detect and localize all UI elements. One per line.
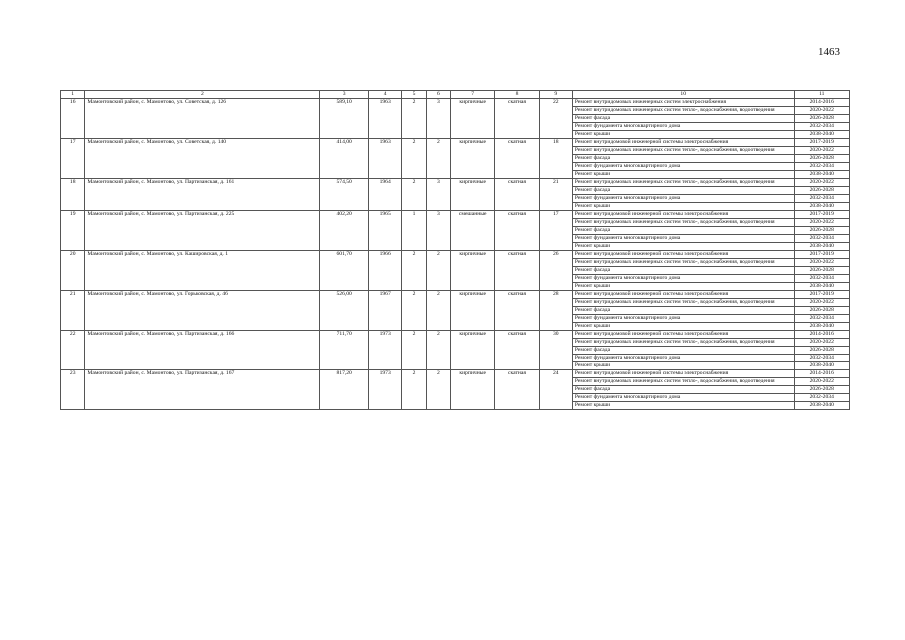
- repair-work-type: Ремонт фасада: [572, 226, 794, 234]
- wall-material: кирпичные: [451, 138, 495, 178]
- building-number: 21: [61, 290, 85, 330]
- apartment-count: 21: [539, 178, 572, 210]
- repair-work-type: Ремонт фасада: [572, 346, 794, 354]
- repair-period: 2032-2034: [794, 234, 849, 242]
- repair-period: 2014-2016: [794, 370, 849, 378]
- repair-period: 2017-2019: [794, 138, 849, 146]
- repair-work-type: Ремонт фундамента многоквартирного дома: [572, 162, 794, 170]
- roof-type: скатная: [495, 330, 539, 370]
- repair-work-type: Ремонт фундамента многоквартирного дома: [572, 194, 794, 202]
- wall-material: кирпичные: [451, 99, 495, 139]
- repair-work-type: Ремонт крыши: [572, 170, 794, 178]
- wall-material: кирпичные: [451, 370, 495, 410]
- repair-period: 2032-2034: [794, 314, 849, 322]
- building-area: 711,70: [320, 330, 369, 370]
- building-number: 16: [61, 99, 85, 139]
- apartment-count: 24: [539, 370, 572, 410]
- page-number: 1463: [818, 46, 840, 58]
- repair-work-type: Ремонт фундамента многоквартирного дома: [572, 122, 794, 130]
- roof-type: скатная: [495, 290, 539, 330]
- repair-work-type: Ремонт внутридомовых инженерных систем тепло-, водоснабжения, водоотведения: [572, 258, 794, 266]
- repair-work-type: Ремонт фундамента многоквартирного дома: [572, 394, 794, 402]
- column-header: 9: [539, 91, 572, 99]
- repair-work-type: Ремонт внутридомовых инженерных систем электроснабжения: [572, 99, 794, 107]
- table-row: [61, 250, 850, 258]
- column-header: 2: [85, 91, 320, 99]
- building-floors: 2: [402, 178, 426, 210]
- building-address: Мамонтовский район, с. Мамонтово, ул. Партизанская, д. 167: [85, 370, 320, 410]
- repair-work-type: Ремонт крыши: [572, 202, 794, 210]
- roof-type: скатная: [495, 178, 539, 210]
- building-entrances: 2: [426, 250, 450, 290]
- repair-work-type: Ремонт внутридомовой инженерной системы электроснабжения: [572, 290, 794, 298]
- building-address: Мамонтовский район, с. Мамонтово, ул. Партизанская, д. 166: [85, 330, 320, 370]
- column-header: 7: [451, 91, 495, 99]
- building-address: Мамонтовский район, с. Мамонтово, ул. Кашировская, д. 1: [85, 250, 320, 290]
- wall-material: кирпичные: [451, 178, 495, 210]
- table-row: [61, 370, 850, 378]
- repair-work-type: Ремонт внутридомовой инженерной системы электроснабжения: [572, 370, 794, 378]
- repair-period: 2020-2022: [794, 258, 849, 266]
- building-floors: 2: [402, 290, 426, 330]
- building-area: 414,00: [320, 138, 369, 178]
- building-area: 589,10: [320, 99, 369, 139]
- table-row: [61, 290, 850, 298]
- apartment-count: 17: [539, 210, 572, 250]
- building-area: 526,00: [320, 290, 369, 330]
- repair-period: 2038-2040: [794, 130, 849, 138]
- repair-work-type: Ремонт крыши: [572, 282, 794, 290]
- repair-work-type: Ремонт крыши: [572, 130, 794, 138]
- repair-period: 2020-2022: [794, 298, 849, 306]
- repair-period: 2032-2034: [794, 122, 849, 130]
- column-header: 5: [402, 91, 426, 99]
- column-header: 6: [426, 91, 450, 99]
- repair-work-type: Ремонт фасада: [572, 186, 794, 194]
- repair-period: 2032-2034: [794, 354, 849, 362]
- repair-period: 2014-2016: [794, 330, 849, 338]
- building-address: Мамонтовский район, с. Мамонтово, ул. Партизанская, д. 225: [85, 210, 320, 250]
- repair-period: 2017-2019: [794, 250, 849, 258]
- wall-material: кирпичные: [451, 250, 495, 290]
- repair-period: 2038-2040: [794, 362, 849, 370]
- repair-period: 2020-2022: [794, 178, 849, 186]
- repair-work-type: Ремонт внутридомовых инженерных систем тепло-, водоснабжения, водоотведения: [572, 298, 794, 306]
- building-number: 20: [61, 250, 85, 290]
- table-row: [61, 178, 850, 186]
- building-year: 1963: [369, 138, 402, 178]
- repair-work-type: Ремонт внутридомовых инженерных систем тепло-, водоснабжения, водоотведения: [572, 218, 794, 226]
- repair-period: 2020-2022: [794, 218, 849, 226]
- repair-work-type: Ремонт внутридомовых инженерных систем тепло-, водоснабжения, водоотведения: [572, 178, 794, 186]
- roof-type: скатная: [495, 138, 539, 178]
- building-number: 19: [61, 210, 85, 250]
- building-area: 817,20: [320, 370, 369, 410]
- repair-work-type: Ремонт фасада: [572, 114, 794, 122]
- building-floors: 2: [402, 370, 426, 410]
- table-row: [61, 210, 850, 218]
- column-header: 3: [320, 91, 369, 99]
- repair-work-type: Ремонт фундамента многоквартирного дома: [572, 314, 794, 322]
- repair-period: 2038-2040: [794, 170, 849, 178]
- repair-period: 2026-2028: [794, 386, 849, 394]
- building-entrances: 3: [426, 210, 450, 250]
- building-entrances: 2: [426, 290, 450, 330]
- table-row: [61, 138, 850, 146]
- building-year: 1965: [369, 210, 402, 250]
- building-year: 1966: [369, 250, 402, 290]
- column-number-row: [61, 91, 850, 99]
- repair-work-type: Ремонт внутридомовых инженерных систем тепло-, водоснабжения, водоотведения: [572, 338, 794, 346]
- repair-period: 2038-2040: [794, 282, 849, 290]
- building-number: 23: [61, 370, 85, 410]
- roof-type: скатная: [495, 99, 539, 139]
- building-entrances: 2: [426, 138, 450, 178]
- building-entrances: 3: [426, 99, 450, 139]
- building-number: 17: [61, 138, 85, 178]
- repair-work-type: Ремонт крыши: [572, 322, 794, 330]
- repair-period: 2032-2034: [794, 274, 849, 282]
- repair-period: 2032-2034: [794, 162, 849, 170]
- building-floors: 2: [402, 99, 426, 139]
- repair-work-type: Ремонт крыши: [572, 402, 794, 410]
- table-row: [61, 99, 850, 107]
- building-floors: 2: [402, 138, 426, 178]
- repair-work-type: Ремонт внутридомовой инженерной системы электроснабжения: [572, 330, 794, 338]
- repair-period: 2020-2022: [794, 146, 849, 154]
- repair-work-type: Ремонт крыши: [572, 242, 794, 250]
- table-body: [61, 99, 850, 410]
- repair-period: 2026-2028: [794, 346, 849, 354]
- repair-period: 2032-2034: [794, 194, 849, 202]
- apartment-count: 18: [539, 138, 572, 178]
- building-area: 574,50: [320, 178, 369, 210]
- wall-material: кирпичные: [451, 330, 495, 370]
- repair-period: 2026-2028: [794, 154, 849, 162]
- building-address: Мамонтовский район, с. Мамонтово, ул. Партизанская, д. 161: [85, 178, 320, 210]
- building-address: Мамонтовский район, с. Мамонтово, ул. Советская, д. 140: [85, 138, 320, 178]
- building-year: 1973: [369, 370, 402, 410]
- repair-period: 2017-2019: [794, 210, 849, 218]
- repair-work-type: Ремонт внутридомовой инженерной системы электроснабжения: [572, 250, 794, 258]
- repair-period: 2026-2028: [794, 114, 849, 122]
- table-row: [61, 330, 850, 338]
- repair-work-type: Ремонт крыши: [572, 362, 794, 370]
- building-entrances: 2: [426, 370, 450, 410]
- repair-period: 2026-2028: [794, 266, 849, 274]
- apartment-count: 22: [539, 99, 572, 139]
- building-year: 1963: [369, 99, 402, 139]
- repair-work-type: Ремонт внутридомовых инженерных систем тепло-, водоснабжения, водоотведения: [572, 378, 794, 386]
- wall-material: смешанные: [451, 210, 495, 250]
- repair-work-type: Ремонт фасада: [572, 266, 794, 274]
- repair-period: 2026-2028: [794, 186, 849, 194]
- repair-period: 2038-2040: [794, 202, 849, 210]
- repair-work-type: Ремонт фасада: [572, 306, 794, 314]
- repair-period: 2032-2034: [794, 394, 849, 402]
- column-header: 11: [794, 91, 849, 99]
- column-header: 4: [369, 91, 402, 99]
- repair-work-type: Ремонт фасада: [572, 154, 794, 162]
- repair-work-type: Ремонт фундамента многоквартирного дома: [572, 274, 794, 282]
- building-floors: 2: [402, 250, 426, 290]
- building-floors: 1: [402, 210, 426, 250]
- building-number: 18: [61, 178, 85, 210]
- repair-period: 2020-2022: [794, 338, 849, 346]
- building-address: Мамонтовский район, с. Мамонтово, ул. Советская, д. 126: [85, 99, 320, 139]
- repair-work-type: Ремонт внутридомовой инженерной системы электроснабжения: [572, 138, 794, 146]
- repair-work-type: Ремонт внутридомовых инженерных систем тепло-, водоснабжения, водоотведения: [572, 106, 794, 114]
- repair-work-type: Ремонт внутридомовых инженерных систем тепло-, водоснабжения, водоотведения: [572, 146, 794, 154]
- repair-period: 2038-2040: [794, 402, 849, 410]
- repair-work-type: Ремонт внутридомовой инженерной системы электроснабжения: [572, 210, 794, 218]
- repair-period: 2038-2040: [794, 322, 849, 330]
- building-floors: 2: [402, 330, 426, 370]
- apartment-count: 30: [539, 330, 572, 370]
- roof-type: скатная: [495, 370, 539, 410]
- building-entrances: 2: [426, 330, 450, 370]
- repair-period: 2014-2016: [794, 99, 849, 107]
- building-year: 1967: [369, 290, 402, 330]
- roof-type: скатная: [495, 250, 539, 290]
- column-header: 1: [61, 91, 85, 99]
- column-header: 8: [495, 91, 539, 99]
- building-number: 22: [61, 330, 85, 370]
- repair-period: 2026-2028: [794, 226, 849, 234]
- building-year: 1964: [369, 178, 402, 210]
- building-entrances: 3: [426, 178, 450, 210]
- repair-work-type: Ремонт фундамента многоквартирного дома: [572, 354, 794, 362]
- column-header: 10: [572, 91, 794, 99]
- building-area: 402,20: [320, 210, 369, 250]
- wall-material: кирпичные: [451, 290, 495, 330]
- repair-period: 2020-2022: [794, 106, 849, 114]
- apartment-count: 26: [539, 250, 572, 290]
- repair-work-type: Ремонт фундамента многоквартирного дома: [572, 234, 794, 242]
- repair-period: 2026-2028: [794, 306, 849, 314]
- repair-period: 2017-2019: [794, 290, 849, 298]
- roof-type: скатная: [495, 210, 539, 250]
- apartment-count: 28: [539, 290, 572, 330]
- capital-repair-table: [60, 90, 850, 410]
- building-address: Мамонтовский район, с. Мамонтово, ул. Горьковская, д. 46: [85, 290, 320, 330]
- repair-period: 2020-2022: [794, 378, 849, 386]
- building-area: 601,70: [320, 250, 369, 290]
- repair-work-type: Ремонт фасада: [572, 386, 794, 394]
- building-year: 1973: [369, 330, 402, 370]
- repair-period: 2038-2040: [794, 242, 849, 250]
